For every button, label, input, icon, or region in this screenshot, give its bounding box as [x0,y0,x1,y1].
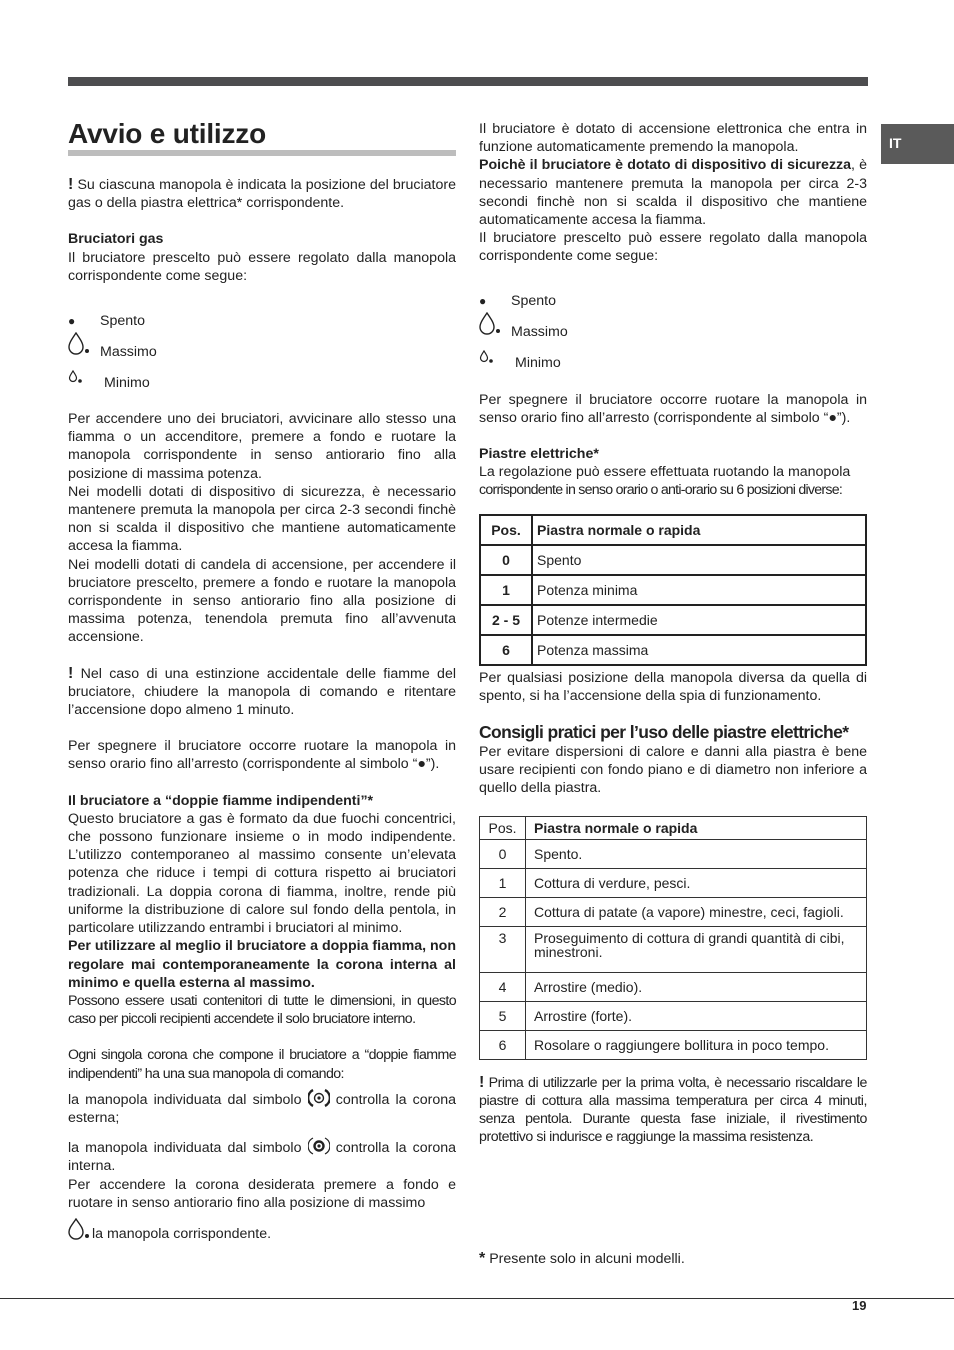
table-header-desc: Piastra normale o rapida [526,816,867,839]
off-paragraph-right: Per spegnere il bruciatore occorre ruotare la manopola in senso orario fino all’arresto (corrispondente al simbolo “●”). [479,391,867,426]
plates-text-1: La regolazione può essere effettuata ruotando la manopola [479,464,851,481]
table-cell-pos: 6 [480,1030,526,1059]
symbol-label: Massimo [100,343,157,360]
table-header-desc: Piastra normale o rapida [532,515,866,545]
page-title: Avvio e utilizzo [68,118,456,156]
right-column [479,120,867,1146]
table-row [480,839,867,868]
table-header-pos: Pos. [480,515,532,545]
symbol-label: Spento [511,293,556,310]
regulation-paragraph: Il bruciatore prescelto può essere regolato dalla manopola corrispondente come segue: [479,230,867,265]
warning-mark: ! [68,176,74,193]
table-cell-pos: 0 [480,545,532,575]
table-row [480,1001,867,1030]
light-crown-end [68,1218,456,1243]
table-row [480,605,866,635]
table-row [480,926,867,972]
symbol-row-off [68,299,456,330]
plate-positions-table [479,514,867,666]
plates-text-2: corrispondente in senso orario o anti-orario su 6 posizioni diverse: [479,482,843,499]
symbol-row-min [68,361,456,392]
table-cell-desc: Cottura di patate (a vapore) minestre, ceci, fagioli. [526,897,867,926]
plates-heading: Piastre elettriche* [479,446,599,463]
warning-text: Nel caso di una estinzione accidentale delle fiamme del bruciatore, chiudere la manopola di comando e ritentare l’accensione dopo almeno 1 minuto. [68,665,456,719]
left-column [68,118,456,1243]
table-cell-desc: Proseguimento di cottura di grandi quantità di cibi, minestroni. [526,926,867,972]
table-cell-desc: Potenza massima [532,635,866,665]
table-cell-pos: 1 [480,868,526,897]
after-table-paragraph: Per qualsiasi posizione della manopola diversa da quella di spento, si ha l’accensione della spia di funzionamento. [479,669,867,704]
double-flame-text: Questo bruciatore a gas è formato da due fuochi concentrici, che possono funzionare insieme o in modo indipendente. L’utilizzo contemporaneo al massimo consente un’elevata potenza che riduce i tempi di cottura rispetto ai bruciatori tradizionali. La doppia corona di fiamma, inoltre, rende più uniforme la distribuzione di calore sul fondo della pentola, in particolare utilizzando entrambi i bruciatori al minimo. [68,810,456,937]
table-row [480,897,867,926]
symbol-list [68,299,456,392]
off-paragraph: Per spegnere il bruciatore occorre ruotare la manopola in senso orario fino all’arresto (corrispondente al simbolo “●”). [68,738,456,773]
footnote-mark: * [479,1250,486,1267]
cooking-guide-table [479,816,867,1060]
intro-text: Su ciascuna manopola è indicata la posizione del bruciatore gas o della piastra elettrica* corrispondente. [68,177,456,212]
symbol-row-min [479,342,867,373]
safety-text: , è necessario mantenere premuta la manopola per circa 2-3 secondi finchè non si scalda il dispositivo che mantiene automaticamente accesa la fiamma. [479,157,867,229]
table-row [480,575,866,605]
page-number: 19 [852,1298,867,1313]
table-cell-pos: 3 [480,926,526,972]
intro-paragraph [68,176,456,212]
symbol-row-max [68,330,456,361]
warning-mark: ! [68,664,74,682]
off-dot-icon: ● [68,313,76,328]
footnote [479,1250,867,1268]
table-row [480,545,866,575]
table-cell-pos: 4 [480,972,526,1001]
external-crown-text-a: la manopola individuata dal simbolo [68,1091,302,1108]
internal-crown-knob-icon [308,1140,330,1156]
first-use-text: Prima di utilizzarle per la prima volta, è necessario riscaldare le piastre di cottura alla massima temperatura per circa 4 minuti, senza pentola. Durante questa fase iniziale, il rivestimento protettivo si indurisce e raggiunge la massima resistenza. [479,1074,867,1146]
symbol-list-right [479,280,867,373]
symbol-label: Minimo [515,355,561,372]
light-crown-end-text: la manopola corrispondente. [92,1225,272,1242]
table-row [480,1030,867,1059]
warning-mark: ! [479,1073,484,1091]
table-row [480,868,867,897]
electronic-ignition-paragraph: Il bruciatore è dotato di accensione elettronica che entra in funzione automaticamente premendo la manopola. [479,121,867,156]
language-tab: IT [881,124,954,164]
symbol-row-max [479,311,867,342]
double-flame-heading: Il bruciatore a “doppie fiamme indipendenti”* [68,792,374,809]
table-cell-desc: Spento. [526,839,867,868]
internal-crown-text-b: controlla la corona interna. [68,1140,456,1175]
safety-paragraph [479,156,867,229]
safety-bold: Poichè il bruciatore è dotato di dispositivo di sicurezza [479,157,852,174]
double-flame-note: Possono essere usati contenitori di tutte le dimensioni, in questo caso per piccoli recipienti accendete il solo bruciatore interno. [68,992,456,1028]
table-header-row [480,816,867,839]
warning-paragraph [68,665,456,720]
table-cell-pos: 2 - 5 [480,605,532,635]
table-row [480,635,866,665]
min-flame-icon [479,349,511,372]
off-dot-icon: ● [479,294,487,309]
table-cell-desc: Cottura di verdure, pesci. [526,868,867,897]
table-header-row [480,515,866,545]
table-cell-pos: 2 [480,897,526,926]
internal-crown-line [68,1135,456,1175]
min-flame-icon [68,369,100,392]
gas-text: Il bruciatore prescelto può essere regolato dalla manopola corrispondente come segue: [68,249,456,284]
table-cell-pos: 1 [480,575,532,605]
gas-heading: Bruciatori gas [68,231,164,248]
max-flame-icon [68,1226,92,1242]
header-bar [68,77,868,86]
table-cell-desc: Spento [532,545,866,575]
external-crown-knob-icon [308,1092,330,1108]
table-cell-desc: Potenze intermedie [532,605,866,635]
light-paragraph-3: Nei modelli dotati di candela di accensione, per accendere il bruciatore prescelto, premere a fondo e ruotare la manopola corrispondente in senso antiorario fino alla posizione di massima potenza, tenendola premuta fino all’avvenuta accensione. [68,556,456,646]
max-flame-icon [479,312,511,341]
crown-text: Ogni singola corona che compone il bruciatore a “doppie fiamme indipendenti” ha una sua manopola di comando: [68,1047,456,1082]
table-cell-pos: 0 [480,839,526,868]
light-paragraph-1: Per accendere uno dei bruciatori, avvicinare allo stesso una fiamma o un accenditore, premere a fondo e ruotare la manopola corrispondente in senso antiorario fino alla posizione di massima potenza. [68,411,456,482]
footer-divider [0,1298,954,1299]
tips-heading: Consigli pratici per l’uso delle piastre elettriche* [479,722,849,743]
table-cell-desc: Arrostire (forte). [526,1001,867,1030]
tips-text: Per evitare dispersioni di calore e danni alla piastra è bene usare recipienti con fondo piano e di diametro non inferiore a quello della piastra. [479,744,867,797]
table-cell-desc: Potenza minima [532,575,866,605]
double-flame-bold: Per utilizzare al meglio il bruciatore a doppia fiamma, non regolare mai contemporaneamente la corona interna al minimo e quella esterna al massimo. [68,938,456,991]
table-cell-pos: 5 [480,1001,526,1030]
symbol-label: Spento [100,312,145,329]
table-cell-desc: Arrostire (medio). [526,972,867,1001]
first-use-paragraph [479,1074,867,1147]
external-crown-text-b: controlla la corona esterna; [68,1091,456,1126]
table-row [480,972,867,1001]
table-cell-pos: 6 [480,635,532,665]
symbol-label: Massimo [511,324,568,341]
max-flame-icon [68,332,100,361]
light-crown-paragraph: Per accendere la corona desiderata premere a fondo e ruotare in senso antiorario fino alla posizione di massimo [68,1176,456,1211]
table-header-pos: Pos. [480,816,526,839]
symbol-row-off [479,280,867,311]
internal-crown-text-a: la manopola individuata dal simbolo [68,1140,302,1157]
external-crown-line [68,1087,456,1127]
light-paragraph-2: Nei modelli dotati di dispositivo di sicurezza, è necessario mantenere premuta la manopola per circa 2-3 secondi finchè non si scalda il dispositivo che mantiene automaticamente accesa la fiamma. [68,483,456,555]
symbol-label: Minimo [104,374,150,391]
footnote-text: Presente solo in alcuni modelli. [489,1251,685,1267]
table-cell-desc: Rosolare o raggiungere bollitura in poco tempo. [526,1030,867,1059]
